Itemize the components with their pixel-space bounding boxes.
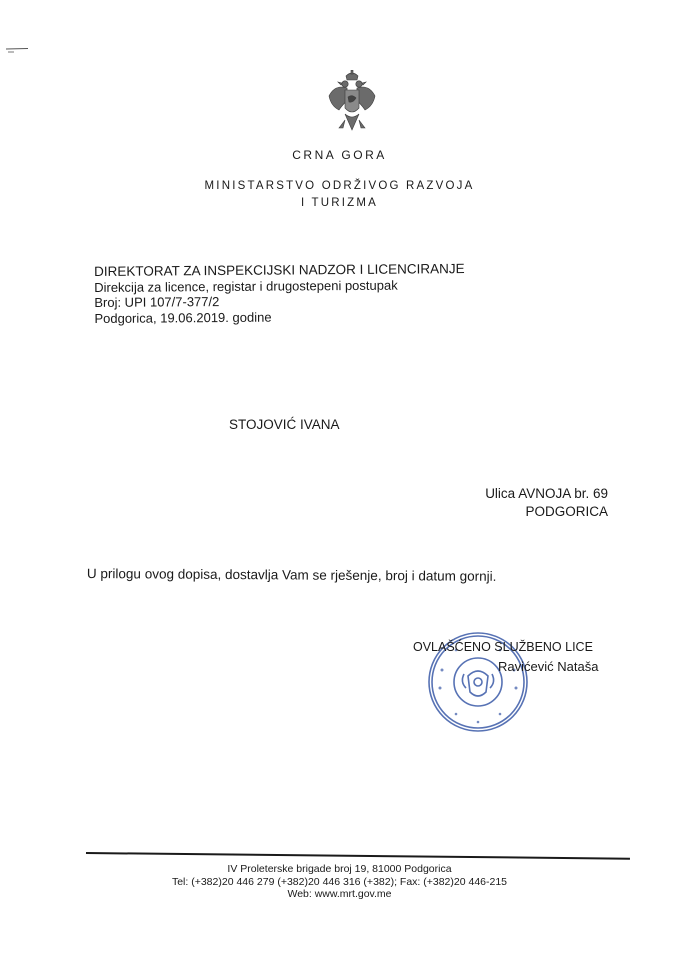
recipient-city: PODGORICA (525, 504, 608, 519)
country-heading: CRNA GORA (292, 148, 387, 162)
coat-of-arms-icon (327, 70, 377, 140)
footer-web: Web: www.mrt.gov.me (287, 888, 392, 900)
sender-block (94, 261, 465, 326)
recipient-street: Ulica AVNOJA br. 69 (485, 486, 608, 501)
department-name: Direkcija za licence, registar i drugostepeni postupak (94, 277, 398, 295)
footer-contact: Tel: (+382)20 446 279 (+382)20 446 316 (+382); Fax: (+382)20 446-215 (171, 875, 508, 888)
recipient-address (480, 485, 608, 521)
recipient-name: STOJOVIĆ IVANA (229, 417, 340, 432)
reference-number: Broj: UPI 107/7-377/2 (94, 294, 220, 310)
ministry-line-2: I TURIZMA (300, 197, 379, 209)
letter-body: U prilogu ovog dopisa, dostavlja Vam se rješenje, broj i datum gornji. (86, 566, 497, 584)
footer-divider (86, 852, 630, 860)
ministry-heading (0, 178, 679, 212)
signatory-title: OVLAŠĆENO SLUŽBENO LICE (413, 640, 593, 654)
ministry-line-1: MINISTARSTVO ODRŽIVOG RAZVOJA (204, 180, 475, 192)
footer (0, 863, 679, 901)
directorate-name: DIREKTORAT ZA INSPEKCIJSKI NADZOR I LICENCIRANJE (94, 261, 465, 279)
scan-mark (4, 46, 30, 54)
place-date: Podgorica, 19.06.2019. godine (94, 309, 272, 326)
footer-address: IV Proleterske brigade broj 19, 81000 Podgorica (227, 863, 452, 875)
signatory-name: Ravićević Nataša (498, 659, 599, 674)
